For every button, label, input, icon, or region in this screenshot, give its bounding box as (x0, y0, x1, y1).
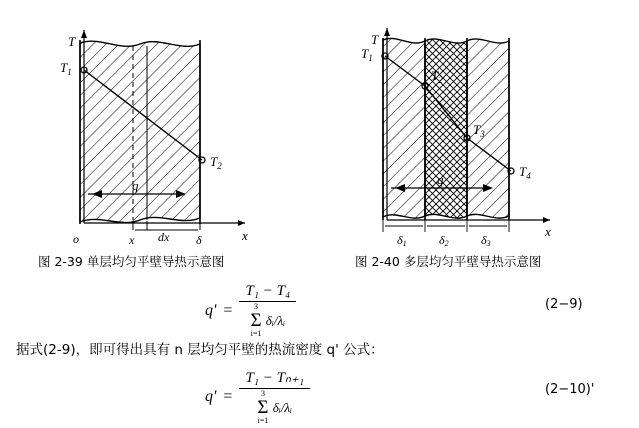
equation-number-2-10: (2−10)' (545, 382, 595, 397)
label-T4: $T_4$ (519, 164, 531, 181)
y-axis-arrow (81, 30, 87, 38)
equation-2-9-denominator (239, 302, 296, 338)
label-x-axis: x (545, 224, 551, 239)
figure-caption-right: 图 2-40 多层均匀平壁导热示意图 (355, 254, 542, 269)
x-axis-arrow (238, 220, 245, 226)
sigma-symbol: 3 Σ i=1 (257, 389, 269, 425)
label-delta1: δ1 (397, 233, 407, 248)
sum-term: δᵢ/λᵢ (265, 312, 286, 328)
equation-2-10-numerator: T₁ − Tₙ₊₁ (239, 368, 310, 389)
x-axis-arrow (543, 217, 550, 223)
sum-term: δᵢ/λᵢ (272, 399, 293, 415)
figure-single-layer (40, 8, 300, 247)
label-q: q (437, 172, 444, 187)
equation-2-10-lhs: q' (205, 387, 217, 405)
equation-2-9 (205, 283, 296, 338)
equation-number-2-9: (2−9) (545, 297, 583, 312)
equation-2-10 (205, 368, 310, 425)
label-delta: δ (196, 233, 202, 247)
label-T2: $T_2$ (431, 68, 443, 85)
equation-2-9-relation: = (223, 301, 233, 319)
sigma-symbol: 3 Σ i=1 (250, 302, 262, 338)
figure-caption-left: 图 2-39 单层均匀平壁导热示意图 (38, 254, 225, 269)
label-delta3: δ3 (481, 233, 491, 248)
label-T1: $T_1$ (361, 46, 373, 63)
equation-2-10-denominator (239, 389, 310, 425)
label-T2: $T_2$ (210, 154, 222, 171)
label-q: q (132, 178, 139, 193)
equation-2-10-relation: = (223, 387, 233, 405)
label-y-axis: T (371, 32, 379, 47)
label-x-axis: x (242, 228, 248, 243)
layer-2-region (425, 39, 467, 218)
body-paragraph: 据式(2-9)，即可得出具有 n 层均匀平壁的热流密度 q' 公式： (16, 342, 384, 358)
label-dx: dx (158, 230, 170, 244)
equation-2-9-numerator: T₁ − T₄ (239, 283, 296, 302)
label-x-position: x (129, 233, 135, 247)
y-axis-arrow (384, 28, 390, 36)
label-origin: o (73, 232, 79, 246)
label-T1: $T_1$ (60, 60, 72, 77)
label-delta2: δ2 (439, 233, 449, 248)
label-T3: $T_3$ (473, 122, 485, 139)
figure-multi-layer (345, 8, 605, 248)
label-y-axis: T (68, 34, 76, 49)
equation-2-9-lhs: q' (205, 301, 217, 319)
